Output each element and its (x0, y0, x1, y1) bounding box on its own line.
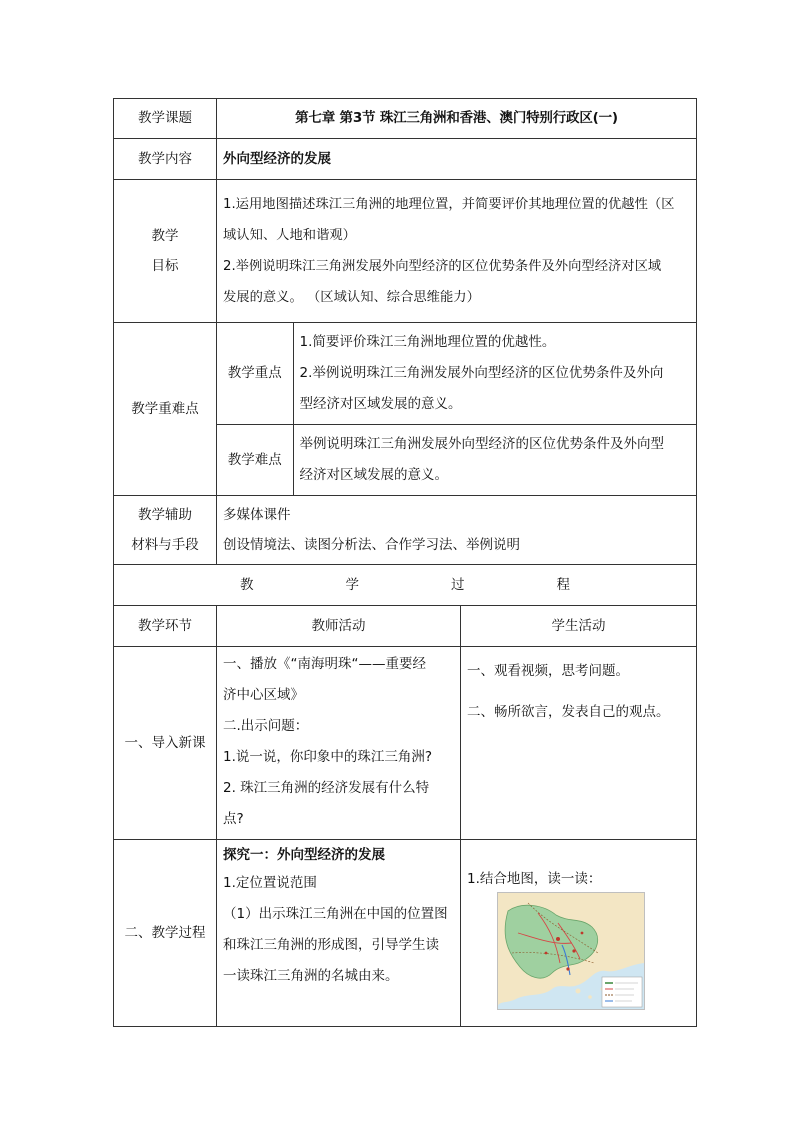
content-label: 教学内容 (114, 139, 217, 180)
teacher-line: 1.定位置说范围 (223, 875, 317, 891)
goal-line: 域认知、人地和谐观） (223, 228, 356, 243)
aids-line: 多媒体课件 (223, 507, 291, 523)
student-line: 一、观看视频，思考问题。 (467, 663, 629, 679)
teacher-line: 二.出示问题： (223, 718, 309, 734)
teacher-line: 一、播放《“南海明珠“——重要经 (223, 656, 426, 672)
student-line: 1.结合地图，读一读： (467, 871, 602, 887)
focus-text (293, 323, 696, 425)
process-heading-char: 教 (240, 576, 254, 593)
teacher-line: 1.说一说，你印象中的珠江三角洲? (223, 749, 433, 765)
difficulty-line: 举例说明珠江三角洲发展外向型经济的区位优势条件及外向型 (299, 436, 664, 452)
col-student-header: 学生活动 (461, 606, 697, 647)
map-graphic (498, 893, 644, 1009)
aids-row (114, 496, 697, 565)
goals-text (217, 180, 697, 323)
process-heading-char: 过 (451, 576, 465, 593)
process-heading-char: 学 (345, 576, 359, 593)
teacher-line: 点? (223, 811, 244, 827)
teacher-line: （1）出示珠江三角洲在中国的位置图 (223, 906, 448, 922)
stage-cell: 二、教学过程 (114, 840, 217, 1027)
goals-label-line2: 目标 (151, 258, 179, 274)
goals-label (114, 180, 217, 323)
goal-line: 2.举例说明珠江三角洲发展外向型经济的区位优势条件及外向型经济对区域 (223, 259, 662, 274)
aids-label-line2: 材料与手段 (131, 537, 199, 553)
student-activity (461, 647, 697, 840)
teacher-line: 和珠江三角洲的形成图，引导学生读 (223, 937, 439, 953)
focus-line: 型经济对区域发展的意义。 (299, 396, 462, 412)
key-points-row (114, 323, 697, 496)
key-points-inner-table (217, 323, 696, 495)
process-heading (114, 565, 697, 606)
pearl-river-delta-map (497, 892, 645, 1010)
subject-value: 第七章 第3节 珠江三角洲和香港、澳门特别行政区(一) (217, 99, 697, 139)
key-points-label: 教学重难点 (114, 323, 217, 496)
difficulty-line: 经济对区域发展的意义。 (299, 467, 448, 483)
teacher-activity (217, 840, 461, 1027)
stage-cell: 一、导入新课 (114, 647, 217, 840)
content-row (114, 139, 697, 180)
teacher-line: 2. 珠江三角洲的经济发展有什么特 (223, 780, 430, 796)
col-stage-header: 教学环节 (114, 606, 217, 647)
process-row-intro (114, 647, 697, 840)
difficulty-text (293, 425, 696, 496)
difficulty-label: 教学难点 (217, 425, 293, 496)
process-heading-row (114, 565, 697, 606)
lesson-plan-page (113, 98, 696, 1027)
aids-label-line1: 教学辅助 (138, 507, 192, 523)
goals-label-line1: 教学 (151, 228, 179, 244)
teacher-line: 一读珠江三角洲的名城由来。 (223, 968, 399, 984)
focus-label: 教学重点 (217, 323, 293, 425)
subject-label: 教学课题 (114, 99, 217, 139)
focus-line: 1.简要评价珠江三角洲地理位置的优越性。 (299, 334, 556, 350)
goal-line: 发展的意义。 （区域认知、综合思维能力） (223, 290, 480, 305)
student-line: 二、畅所欲言，发表自己的观点。 (467, 704, 670, 720)
process-heading-char: 程 (556, 576, 570, 593)
goals-row (114, 180, 697, 323)
teacher-line: 济中心区域》 (223, 687, 304, 703)
lesson-plan-table (113, 98, 697, 1027)
inquiry-title: 探究一：外向型经济的发展 (223, 847, 385, 863)
aids-text (217, 496, 697, 565)
aids-label (114, 496, 217, 565)
goal-line: 1.运用地图描述珠江三角洲的地理位置，并简要评价其地理位置的优越性（区 (223, 197, 675, 212)
process-row-main (114, 840, 697, 1027)
content-value: 外向型经济的发展 (217, 139, 697, 180)
col-teacher-header: 教师活动 (217, 606, 461, 647)
process-columns-row (114, 606, 697, 647)
teacher-activity (217, 647, 461, 840)
student-activity (461, 840, 697, 1027)
aids-line: 创设情境法、读图分析法、合作学习法、举例说明 (223, 537, 520, 553)
subject-row (114, 99, 697, 139)
focus-line: 2.举例说明珠江三角洲发展外向型经济的区位优势条件及外向 (299, 365, 664, 381)
